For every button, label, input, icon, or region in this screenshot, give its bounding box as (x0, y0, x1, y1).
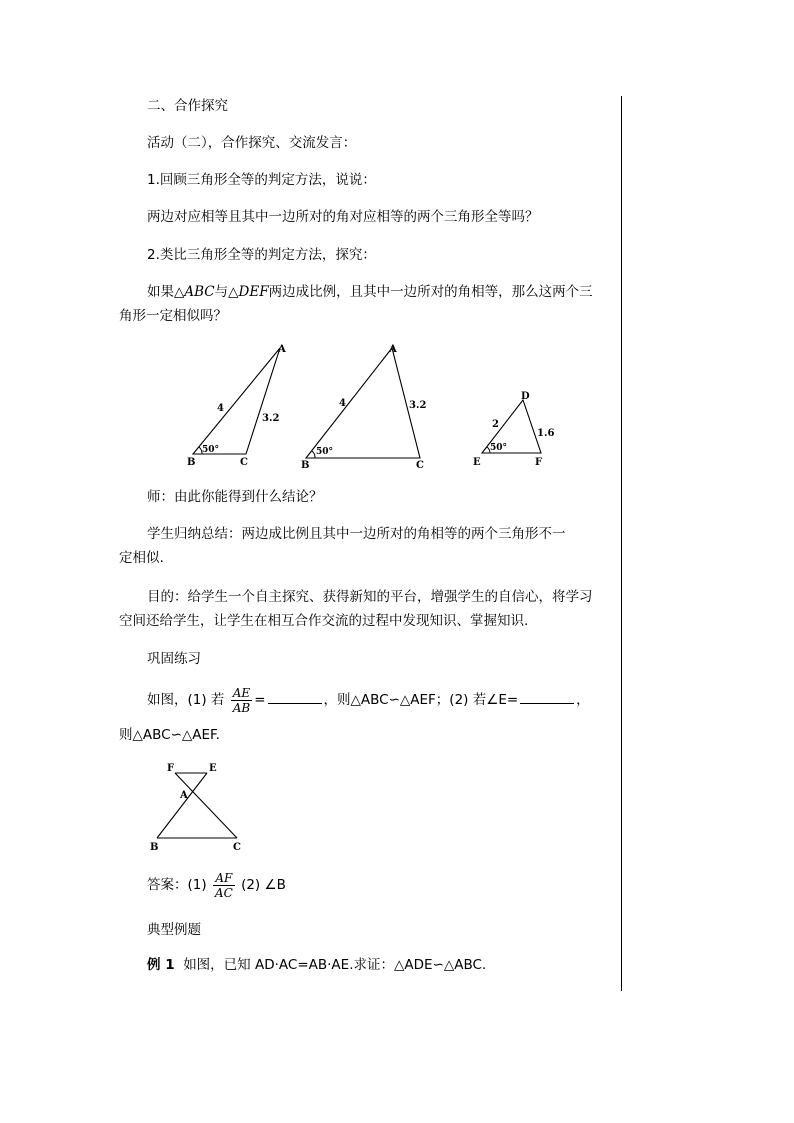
triangle-abc-figure-1 (180, 336, 295, 472)
example-1: 例 1 如图，已知 AD·AC=AB·AE.求证：△ADE∽△ABC. (147, 957, 487, 973)
teacher-question: 师：由此你能得到什么结论？ (147, 489, 323, 505)
example-title: 典型例题 (147, 922, 201, 938)
purpose-line-1: 目的：给学生一个自主探究、获得新知的平台，增强学生的自信心，将学习 (147, 589, 593, 605)
fraction-af-ac: $\frac{AF}{AC}$ (214, 870, 233, 900)
section-title: 二、合作探究 (147, 98, 228, 114)
vertex-a-label: A (389, 344, 397, 355)
question-2-heading: 2.类比三角形全等的判定方法，探究： (147, 247, 376, 263)
vertex-b-label: B (301, 460, 310, 471)
vertex-b-label: B (187, 457, 196, 468)
triangle-abc-figure-2 (292, 336, 437, 472)
right-margin-rule (621, 96, 622, 991)
answer-line: 答案：(1) $\frac{AF}{AC}$ (2) ∠B (147, 870, 286, 900)
angle-b-label: 50° (202, 445, 220, 455)
side-ab-label: 4 (339, 398, 346, 409)
vertex-a-label: A (180, 790, 188, 801)
question-2-line-1: 如果△ABC与△DEF两边成比例，且其中一边所对的角相等，那么这两个三 (147, 284, 593, 300)
vertex-e-label: E (473, 457, 481, 468)
angle-b-label: 50° (316, 447, 334, 457)
side-ed-label: 2 (492, 419, 499, 430)
exercise-line-2: 则△ABC∽△AEF. (119, 727, 220, 743)
vertex-f-label: F (167, 763, 175, 774)
vertex-e-label: E (209, 763, 217, 774)
question-1-heading: 1.回顾三角形全等的判定方法，说说： (147, 172, 376, 188)
vertex-d-label: D (521, 391, 530, 402)
vertex-c-label: C (416, 460, 424, 471)
vertex-f-label: F (535, 457, 543, 468)
exercise-line-1: 如图，(1) 若 $\frac{AE}{AB}$ = ，则△ABC∽△AEF；(2) 若∠E= ， (147, 685, 590, 715)
answer-blank-1 (268, 689, 322, 704)
practice-title: 巩固练习 (147, 651, 201, 667)
bowtie-figure (145, 758, 255, 853)
student-summary-line-2: 定相似. (119, 550, 164, 566)
vertex-c-label: C (240, 457, 248, 468)
question-2-line-2: 角形一定相似吗？ (119, 308, 227, 324)
vertex-b-label: B (150, 842, 159, 853)
activity-heading: 活动（二），合作探究、交流发言： (147, 135, 357, 151)
side-ac-label: 3.2 (409, 400, 427, 411)
triangle-def-figure (468, 385, 558, 470)
side-ab-label: 4 (217, 403, 224, 414)
angle-e-label: 50° (490, 443, 508, 453)
answer-blank-2 (520, 689, 574, 704)
purpose-line-2: 空间还给学生，让学生在相互合作交流的过程中发现知识、掌握知识. (119, 613, 529, 629)
fraction-ae-ab: $\frac{AE}{AB}$ (232, 685, 251, 715)
side-df-label: 1.6 (537, 428, 555, 439)
vertex-c-label: C (233, 842, 241, 853)
student-summary-line-1: 学生归纳总结：两边成比例且其中一边所对的角相等的两个三角形不一 (147, 526, 566, 542)
question-1-text: 两边对应相等且其中一边所对的角对应相等的两个三角形全等吗？ (147, 209, 539, 225)
side-ac-label: 3.2 (262, 413, 280, 424)
vertex-a-label: A (278, 344, 286, 355)
